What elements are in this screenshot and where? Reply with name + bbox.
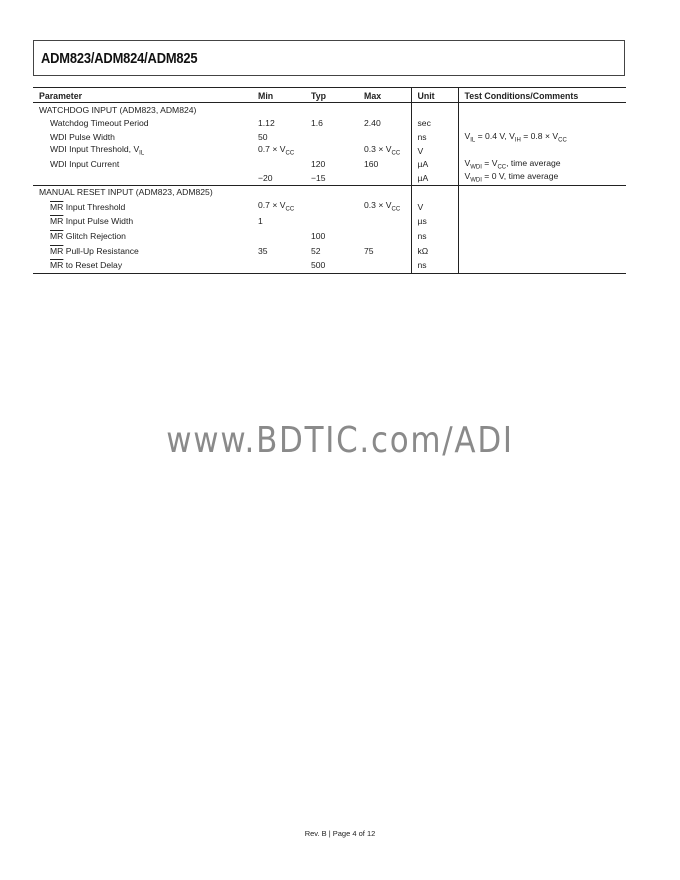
col-header-unit: Unit <box>411 88 458 103</box>
cell-unit: V <box>411 199 458 214</box>
cell-param: WDI Pulse Width <box>50 131 115 142</box>
cell-unit: kΩ <box>411 243 458 258</box>
cell-max: $0.3 \times V_{CC}$ <box>364 144 401 157</box>
cell-cond: $V_{WDI} = 0$ V, time average <box>458 171 626 185</box>
cell-cond <box>458 117 626 131</box>
section-header-row <box>33 103 626 117</box>
table-row <box>33 117 626 131</box>
table-row <box>33 144 626 158</box>
cell-cond <box>458 199 626 214</box>
cell-max <box>358 130 411 144</box>
cell-param: $\overline{MR}$ Pull-Up Resistance <box>50 245 139 256</box>
cell-cond: $V_{WDI} = V_{CC}$, time average <box>458 157 626 171</box>
cell-min: 50 <box>258 131 268 142</box>
cell-min <box>252 258 305 273</box>
cell-max <box>358 229 411 244</box>
cell-cond <box>458 229 626 244</box>
col-header-min: Min <box>252 88 305 103</box>
table-row <box>33 171 626 185</box>
cell-typ <box>305 144 358 158</box>
cell-typ: 120 <box>311 159 326 170</box>
cell-cond <box>458 214 626 229</box>
col-header-parameter: Parameter <box>33 88 252 103</box>
cell-unit: ns <box>411 130 458 144</box>
cell-min <box>252 157 305 171</box>
cell-min <box>252 229 305 244</box>
document-title: ADM823/ADM824/ADM825 <box>41 50 198 67</box>
cell-max: 160 <box>364 159 379 170</box>
section-header-row <box>33 185 626 199</box>
mr-overbar-label: $\overline{MR}$ <box>50 216 64 227</box>
cell-param: WDI Input Current <box>50 159 120 170</box>
table-row <box>33 243 626 258</box>
cell-cond <box>458 243 626 258</box>
cell-typ: 500 <box>305 258 358 273</box>
section-title: WATCHDOG INPUT (ADM823, ADM824) <box>39 104 197 115</box>
cell-param: $\overline{MR}$ Glitch Rejection <box>50 230 126 241</box>
table-row <box>33 229 626 244</box>
cell-max: $0.3 \times V_{CC}$ <box>364 200 401 213</box>
cell-unit: ns <box>411 229 458 244</box>
cell-unit: µs <box>411 214 458 229</box>
cell-min: $0.7 \times V_{CC}$ <box>258 200 295 213</box>
cell-min: $0.7 \times V_{CC}$ <box>258 144 295 157</box>
table-row <box>33 157 626 171</box>
cell-min: 1 <box>258 216 263 227</box>
cell-cond: $V_{IL} = 0.4$ V, $V_{IH} = 0.8 \times V_{CC}$ <box>458 130 626 144</box>
cell-param: WDI Input Threshold, $V_{IL}$ <box>50 144 145 157</box>
cell-param: $\overline{MR}$ to Reset Delay <box>33 258 252 273</box>
watermark: www.BDTIC.com/ADI <box>166 420 514 461</box>
mr-overbar-label: $\overline{MR}$ <box>50 230 64 241</box>
cell-max <box>358 258 411 273</box>
cell-max: 75 <box>364 245 374 256</box>
cell-cond <box>458 258 626 273</box>
cell-typ: 100 <box>311 230 326 241</box>
table-row <box>33 199 626 214</box>
cell-unit: V <box>411 144 458 158</box>
cell-param: Watchdog Timeout Period <box>50 118 149 129</box>
col-header-max: Max <box>358 88 411 103</box>
cell-max: 2.40 <box>364 118 381 129</box>
cell-typ <box>305 214 358 229</box>
cell-typ: −15 <box>305 171 358 185</box>
cell-max <box>358 214 411 229</box>
header-box <box>33 40 625 76</box>
cell-typ <box>305 130 358 144</box>
mr-overbar-label: $\overline{MR}$ <box>50 245 64 256</box>
page-footer: Rev. B | Page 4 of 12 <box>304 829 376 838</box>
cell-min: 1.12 <box>258 118 275 129</box>
mr-overbar-label: $\overline{MR}$ <box>50 201 64 212</box>
cell-typ: 52 <box>311 245 321 256</box>
cell-unit: µA <box>411 171 458 185</box>
col-header-typ: Typ <box>305 88 358 103</box>
table-row <box>33 258 626 273</box>
cell-min: 35 <box>258 245 268 256</box>
table-header-row <box>33 88 626 103</box>
cell-max <box>358 171 411 185</box>
table-row <box>33 130 626 144</box>
col-header-conditions: Test Conditions/Comments <box>458 88 626 103</box>
table-row <box>33 214 626 229</box>
cell-unit: sec <box>411 117 458 131</box>
cell-min: −20 <box>252 171 305 185</box>
cell-param: $\overline{MR}$ Input Threshold <box>50 201 126 212</box>
cell-param <box>33 171 252 185</box>
specifications-table <box>33 87 626 274</box>
section-title: MANUAL RESET INPUT (ADM823, ADM825) <box>39 187 213 198</box>
cell-unit: µA <box>411 157 458 171</box>
mr-overbar-label: $\overline{MR}$ <box>50 260 64 271</box>
cell-cond <box>458 144 626 158</box>
cell-param: $\overline{MR}$ Input Pulse Width <box>50 216 134 227</box>
cell-typ <box>305 199 358 214</box>
cell-typ: 1.6 <box>311 118 323 129</box>
cell-unit: ns <box>411 258 458 273</box>
